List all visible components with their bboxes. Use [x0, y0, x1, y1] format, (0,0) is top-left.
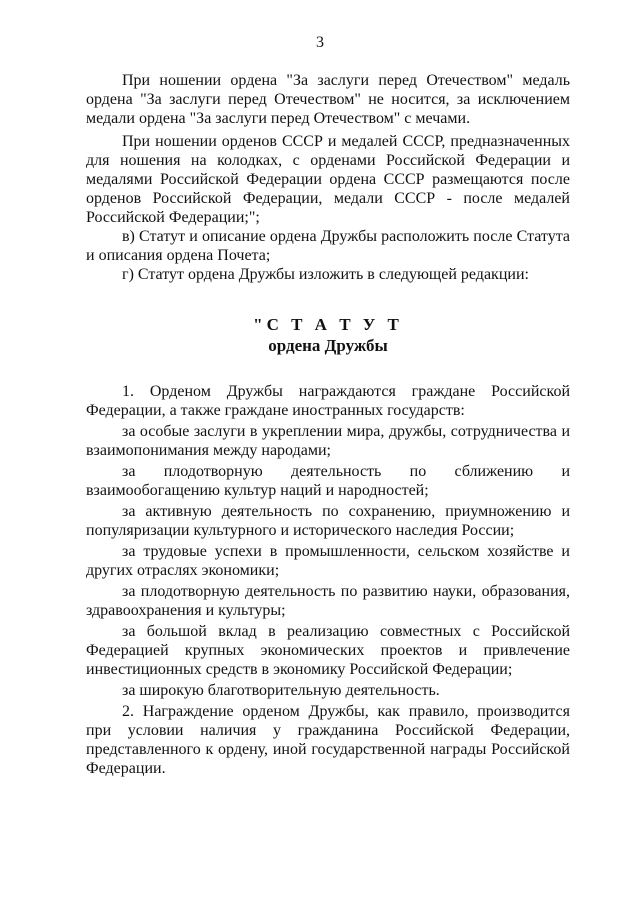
intro-paragraph-1: При ношении ордена "За заслуги перед Отечеством" медаль ордена "За заслуги перед Отечеством" не носится, за исключением медали ордена "За заслуги перед Отечеством" с мечами.: [86, 72, 570, 127]
intro-paragraph-4: г) Статут ордена Дружбы изложить в следующей редакции:: [122, 266, 529, 283]
intro-paragraph-3: в) Статут и описание ордена Дружбы расположить после Статута и описания ордена Почета;: [86, 228, 570, 264]
document-body: [86, 71, 570, 778]
statute-item-5: за плодотворную деятельность по развитию науки, образования, здравоохранения и культуры;: [86, 583, 570, 619]
statute-body: [86, 382, 570, 778]
statute-item-1: за особые заслуги в укреплении мира, дружбы, сотрудничества и взаимопонимания между народами;: [86, 423, 570, 459]
intro-paragraph-2: При ношении орденов СССР и медалей СССР, предназначенных для ношения на колодках, с орденами Российской Федерации и медалями Российской Федерации ордена СССР размещаются после орденов Российской Федерации, медали СССР - после медалей Российской Федерации;";: [86, 133, 570, 226]
statute-item-3: за активную деятельность по сохранению, приумножению и популяризации культурного и исторического наследия России;: [86, 503, 570, 539]
statute-title-main: "С Т А Т У Т: [253, 315, 403, 334]
statute-item-2: за плодотворную деятельность по сближению и взаимообогащению культур наций и народностей;: [86, 463, 570, 499]
statute-item-6: за большой вклад в реализацию совместных с Российской Федерацией крупных экономических проектов и привлечение инвестиционных средств в экономику Российской Федерации;: [86, 623, 570, 678]
page-number: 3: [316, 34, 324, 51]
statute-title-sub: ордена Дружбы: [268, 336, 388, 355]
statute-paragraph-2: 2. Награждение орденом Дружбы, как правило, производится при условии наличия у гражданина Российской Федерации, представленного к ордену, иной государственной награды Российской Федерации.: [86, 703, 570, 777]
statute-item-4: за трудовые успехи в промышленности, сельском хозяйстве и других отраслях экономики;: [86, 543, 570, 579]
statute-item-7: за широкую благотворительную деятельность.: [122, 682, 440, 699]
statute-paragraph-1: 1. Орденом Дружбы награждаются граждане Российской Федерации, а также граждане иностранных государств:: [86, 383, 570, 419]
statute-title: [86, 314, 570, 356]
